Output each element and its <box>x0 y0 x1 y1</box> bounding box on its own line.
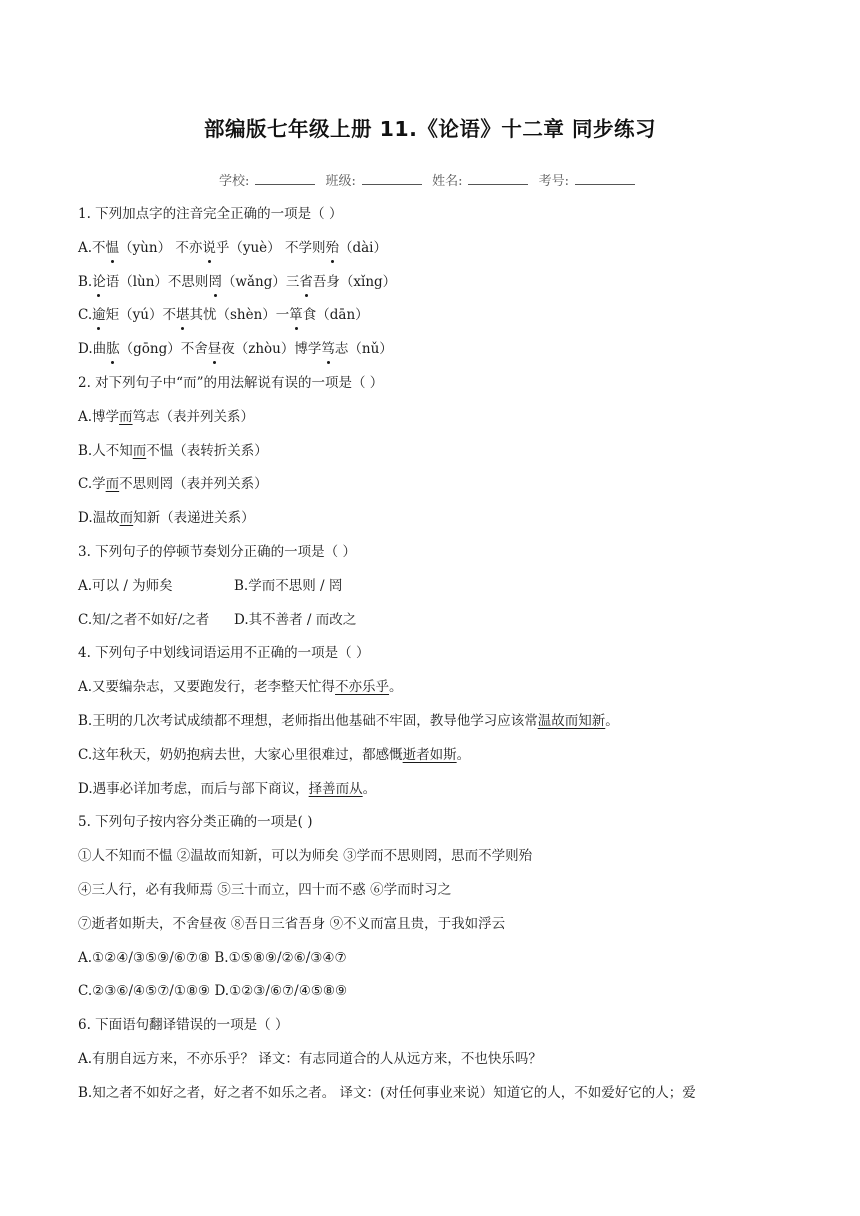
question-4-option-c: C.这年秋天，奶奶抱病去世，大家心里很难过，都感慨逝者如斯。 <box>78 746 471 763</box>
underlined-phrase: 择善而从 <box>308 780 363 797</box>
underlined-phrase: 逝者如斯 <box>402 746 457 763</box>
page-title: 部编版七年级上册 11.《论语》十二章 同步练习 <box>203 117 657 141</box>
question-2-option-c: C.学而不思则罔（表并列关系） <box>78 476 268 493</box>
question-6-option-a: A.有朋自远方来，不亦乐乎？ 译文：有志同道合的人从远方来，不也快乐吗？ <box>78 1050 542 1067</box>
question-6-option-b: B.知之者不如好之者，好之者不如乐之者。 译文：(对任何事业来说）知道它的人，不如爱好它的人；爱 <box>78 1084 696 1101</box>
question-5-options-cd: C.②③⑥/④⑤⑦/①⑧⑨ D.①②③/⑥⑦/④⑤⑧⑨ <box>78 983 348 1000</box>
dotted-char: 堪 <box>176 303 190 327</box>
question-5-stem: 5. 下列句子按内容分类正确的一项是( ) <box>78 814 313 831</box>
underlined-word: 而 <box>119 510 134 527</box>
question-1-option-b: B.论语（lùn）不思则罔（wǎng）三省吾身（xǐng） <box>78 270 778 304</box>
question-2-option-d: D.温故而知新（表递进关系） <box>78 510 255 527</box>
question-1-option-a: A.不愠（yùn） 不亦说乎（yuè） 不学则殆（dài） <box>78 236 778 270</box>
exam-number-blank <box>575 172 635 185</box>
question-3-option-d: D.其不善者 / 而改之 <box>234 611 357 628</box>
question-3-option-b: B.学而不思则 / 罔 <box>234 577 343 594</box>
dotted-char: 论 <box>92 270 106 294</box>
underlined-word: 而 <box>105 476 120 493</box>
question-2-option-a: A.博学而笃志（表并列关系） <box>78 408 255 425</box>
dotted-char: 愠 <box>106 236 120 260</box>
question-3-options-cd <box>78 608 778 642</box>
question-1-option-d: D.曲肱（gōng）不舍昼夜（zhòu）博学笃志（nǔ） <box>78 337 778 371</box>
underlined-phrase: 温故而知新 <box>537 712 606 729</box>
dotted-char: 罔 <box>208 270 222 294</box>
question-3-stem: 3. 下列句子的停顿节奏划分正确的一项是（ ） <box>78 543 356 560</box>
question-3-option-a: A.可以 / 为师矣 <box>78 577 173 594</box>
school-blank <box>255 172 315 185</box>
question-5-sentences-1: ①人不知而不愠 ②温故而知新，可以为师矣 ③学而不思则罔，思而不学则殆 <box>78 848 533 865</box>
underlined-word: 而 <box>132 442 147 459</box>
dotted-char: 逾 <box>92 303 106 327</box>
dotted-char: 殆 <box>325 236 339 260</box>
name-label: 姓名: <box>432 174 463 189</box>
name-blank <box>468 172 528 185</box>
dotted-char: 省 <box>299 270 313 294</box>
question-2-stem: 2. 对下列句子中“而”的用法解说有误的一项是（ ） <box>78 374 384 391</box>
question-2-option-b: B.人不知而不愠（表转折关系） <box>78 442 268 459</box>
question-3-option-c: C.知/之者不如好/之者 <box>78 611 210 628</box>
question-4-stem: 4. 下列句子中划线词语运用不正确的一项是（ ） <box>78 645 370 662</box>
question-4-option-a: A.又要编杂志，又要跑发行，老李整天忙得不亦乐乎。 <box>78 679 403 696</box>
student-info-row <box>0 170 860 189</box>
dotted-char: 箪 <box>289 303 303 327</box>
question-list <box>78 202 778 1115</box>
underlined-word: 而 <box>119 408 133 425</box>
dotted-char: 说 <box>202 236 216 260</box>
class-blank <box>362 172 422 185</box>
question-1-option-c: C.逾矩（yú）不堪其忧（shèn）一箪食（dān） <box>78 303 778 337</box>
question-5-sentences-3: ⑦逝者如斯夫，不舍昼夜 ⑧吾日三省吾身 ⑨不义而富且贵，于我如浮云 <box>78 915 506 932</box>
question-3-options-ab <box>78 574 778 608</box>
question-5-options-ab: A.①②④/③⑤⑨/⑥⑦⑧ B.①⑤⑧⑨/②⑥/③④⑦ <box>78 949 347 966</box>
dotted-char: 笃 <box>321 337 335 361</box>
underlined-phrase: 不亦乐乎 <box>335 679 390 696</box>
question-4-option-b: B.王明的几次考试成绩都不理想，老师指出他基础不牢固，教导他学习应该常温故而知新。 <box>78 712 619 729</box>
exam-number-label: 考号: <box>538 174 569 189</box>
dotted-char: 昼 <box>208 337 222 361</box>
question-6-stem: 6. 下面语句翻译错误的一项是（ ） <box>78 1017 289 1034</box>
question-5-sentences-2: ④三人行，必有我师焉 ⑤三十而立，四十而不惑 ⑥学而时习之 <box>78 881 452 898</box>
question-4-option-d: D.遇事必详加考虑，而后与部下商议，择善而从。 <box>78 780 377 797</box>
class-label: 班级: <box>325 174 356 189</box>
question-1-stem: 1. 下列加点字的注音完全正确的一项是（ ） <box>78 206 343 222</box>
dotted-char: 肱 <box>106 337 120 361</box>
school-label: 学校: <box>219 174 250 189</box>
